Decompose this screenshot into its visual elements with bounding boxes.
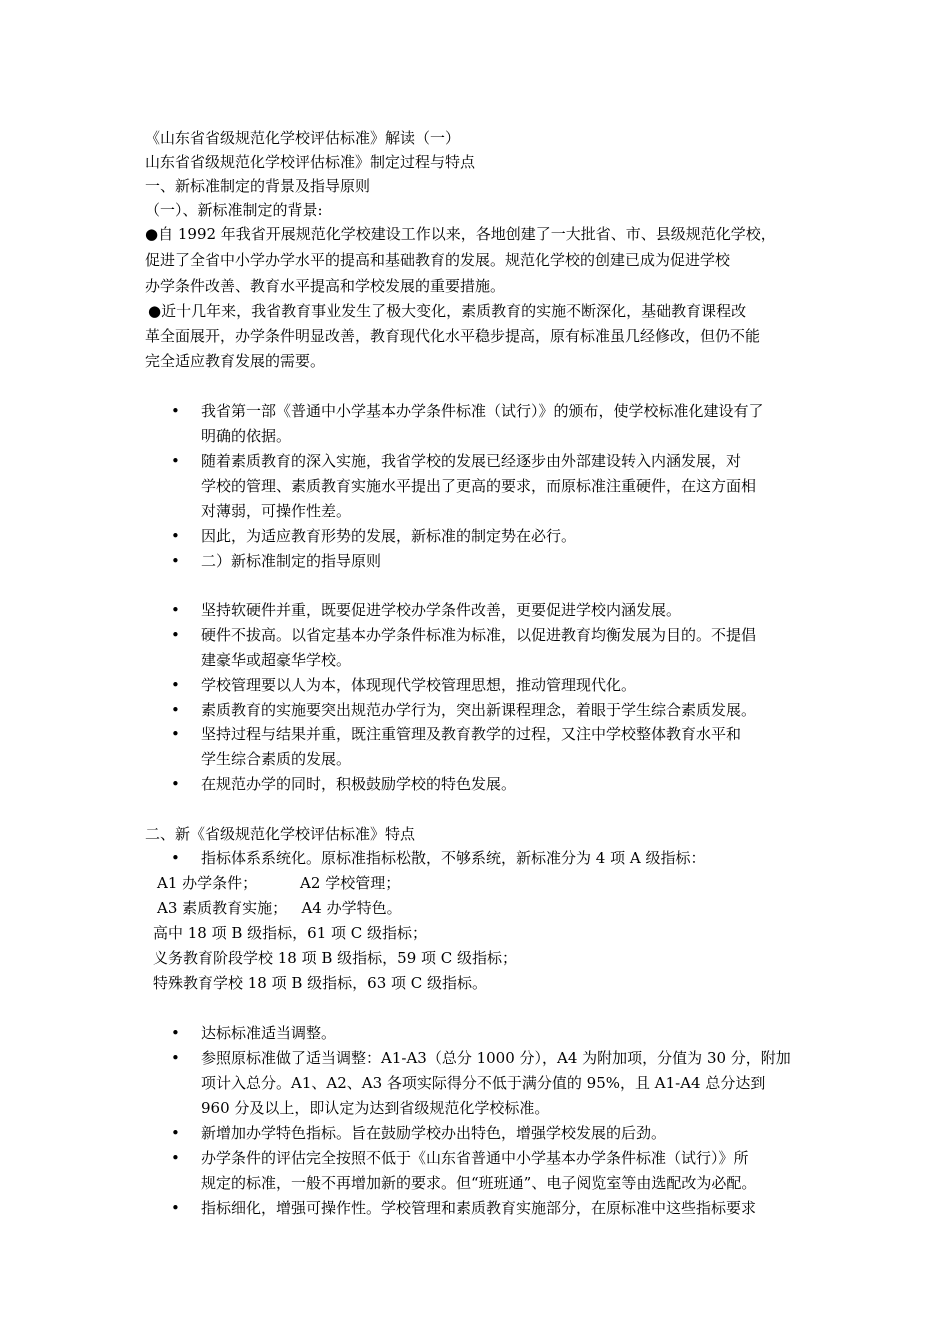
list-item: 960 分及以上，即认定为达到省级规范化学校标准。 (201, 1099, 550, 1117)
list-item: 学校的管理、素质教育实施水平提出了更高的要求，而原标准注重硬件，在这方面相 (201, 477, 757, 495)
list-item: 在规范办学的同时，积极鼓励学校的特色发展。 (201, 775, 517, 793)
list-item: 办学条件的评估完全按照不低于《山东省普通中小学基本办学条件标准（试行）》所 (201, 1149, 749, 1167)
document-subtitle: 山东省省级规范化学校评估标准》制定过程与特点 (145, 153, 476, 171)
list-item: 项计入总分。A1、A2、A3 各项实际得分不低于满分值的 95%，且 A1-A4 总分达到 (201, 1074, 766, 1092)
index-line: 特殊教育学校 18 项 B 级指标，63 项 C 级指标。 (153, 974, 488, 992)
section2-heading: 二、新《省级规范化学校评估标准》特点 (145, 825, 416, 843)
paragraph-line: ●自 1992 年我省开展规范化学校建设工作以来，各地创建了一大批省、市、县级规范化学校， (145, 225, 776, 243)
bullet-icon: • (171, 1024, 180, 1042)
list-item: 明确的依据。 (201, 427, 292, 445)
bullet-icon: • (171, 1149, 180, 1167)
list-item: 因此，为适应教育形势的发展，新标准的制定势在必行。 (201, 527, 577, 545)
bullet-icon: • (171, 601, 180, 619)
paragraph-line: 完全适应教育发展的需要。 (145, 352, 326, 370)
section1-heading: 一、新标准制定的背景及指导原则 (145, 177, 371, 195)
list-item: 对薄弱，可操作性差。 (201, 502, 352, 520)
list-item: 新增加办学特色指标。旨在鼓励学校办出特色，增强学校发展的后劲。 (201, 1124, 667, 1142)
index-line: A3 素质教育实施； A4 办学特色。 (157, 899, 402, 917)
index-line: 高中 18 项 B 级指标，61 项 C 级指标； (153, 924, 428, 942)
paragraph-line: 办学条件改善、教育水平提高和学校发展的重要措施。 (145, 277, 506, 295)
bullet-icon: • (171, 402, 180, 420)
list-item: 学校管理要以人为本，体现现代学校管理思想，推动管理现代化。 (201, 676, 637, 694)
paragraph-line: ●近十几年来，我省教育事业发生了极大变化，素质教育的实施不断深化，基础教育课程改 (148, 302, 747, 320)
bullet-icon: • (171, 1124, 180, 1142)
paragraph-line: 革全面展开，办学条件明显改善，教育现代化水平稳步提高，原有标准虽几经修改，但仍不能 (145, 327, 761, 345)
bullet-icon: • (171, 626, 180, 644)
paragraph-line: 促进了全省中小学办学水平的提高和基础教育的发展。规范化学校的创建已成为促进学校 (145, 251, 731, 269)
list-item: 二）新标准制定的指导原则 (201, 552, 382, 570)
list-item: 参照原标准做了适当调整：A1-A3（总分 1000 分），A4 为附加项，分值为 30 分，附加 (201, 1049, 791, 1067)
list-item: 达标标准适当调整。 (201, 1024, 337, 1042)
list-item: 建豪华或超豪华学校。 (201, 651, 352, 669)
list-item: 硬件不拔高。以省定基本办学条件标准为标准，以促进教育均衡发展为目的。不提倡 (201, 626, 757, 644)
section1-sub-heading: （一）、新标准制定的背景: (145, 201, 323, 219)
bullet-icon: • (171, 1199, 180, 1217)
list-item: 指标体系系统化。原标准指标松散，不够系统，新标准分为 4 项 A 级指标： (201, 849, 706, 867)
list-item: 素质教育的实施要突出规范办学行为，突出新课程理念，着眼于学生综合素质发展。 (201, 701, 757, 719)
bullet-icon: • (171, 552, 180, 570)
bullet-icon: • (171, 676, 180, 694)
list-item: 随着素质教育的深入实施，我省学校的发展已经逐步由外部建设转入内涵发展，对 (201, 452, 742, 470)
bullet-icon: • (171, 527, 180, 545)
list-item: 坚持软硬件并重，既要促进学校办学条件改善，更要促进学校内涵发展。 (201, 601, 682, 619)
list-item: 指标细化，增强可操作性。学校管理和素质教育实施部分，在原标准中这些指标要求 (201, 1199, 757, 1217)
list-item: 学生综合素质的发展。 (201, 750, 352, 768)
bullet-icon: • (171, 1049, 180, 1067)
list-item: 坚持过程与结果并重，既注重管理及教育教学的过程，又注中学校整体教育水平和 (201, 725, 742, 743)
bullet-icon: • (171, 452, 180, 470)
bullet-icon: • (171, 775, 180, 793)
bullet-icon: • (171, 725, 180, 743)
bullet-icon: • (171, 701, 180, 719)
document-title: 《山东省省级规范化学校评估标准》解读（一） (145, 129, 461, 147)
list-item: 我省第一部《普通中小学基本办学条件标准（试行）》的颁布，使学校标准化建设有了 (201, 402, 764, 420)
bullet-icon: • (171, 849, 180, 867)
index-line: 义务教育阶段学校 18 项 B 级指标，59 项 C 级指标； (153, 949, 518, 967)
list-item: 规定的标准，一般不再增加新的要求。但“班班通”、电子阅览室等由选配改为必配。 (201, 1174, 757, 1192)
index-line: A1 办学条件； A2 学校管理； (157, 874, 401, 892)
